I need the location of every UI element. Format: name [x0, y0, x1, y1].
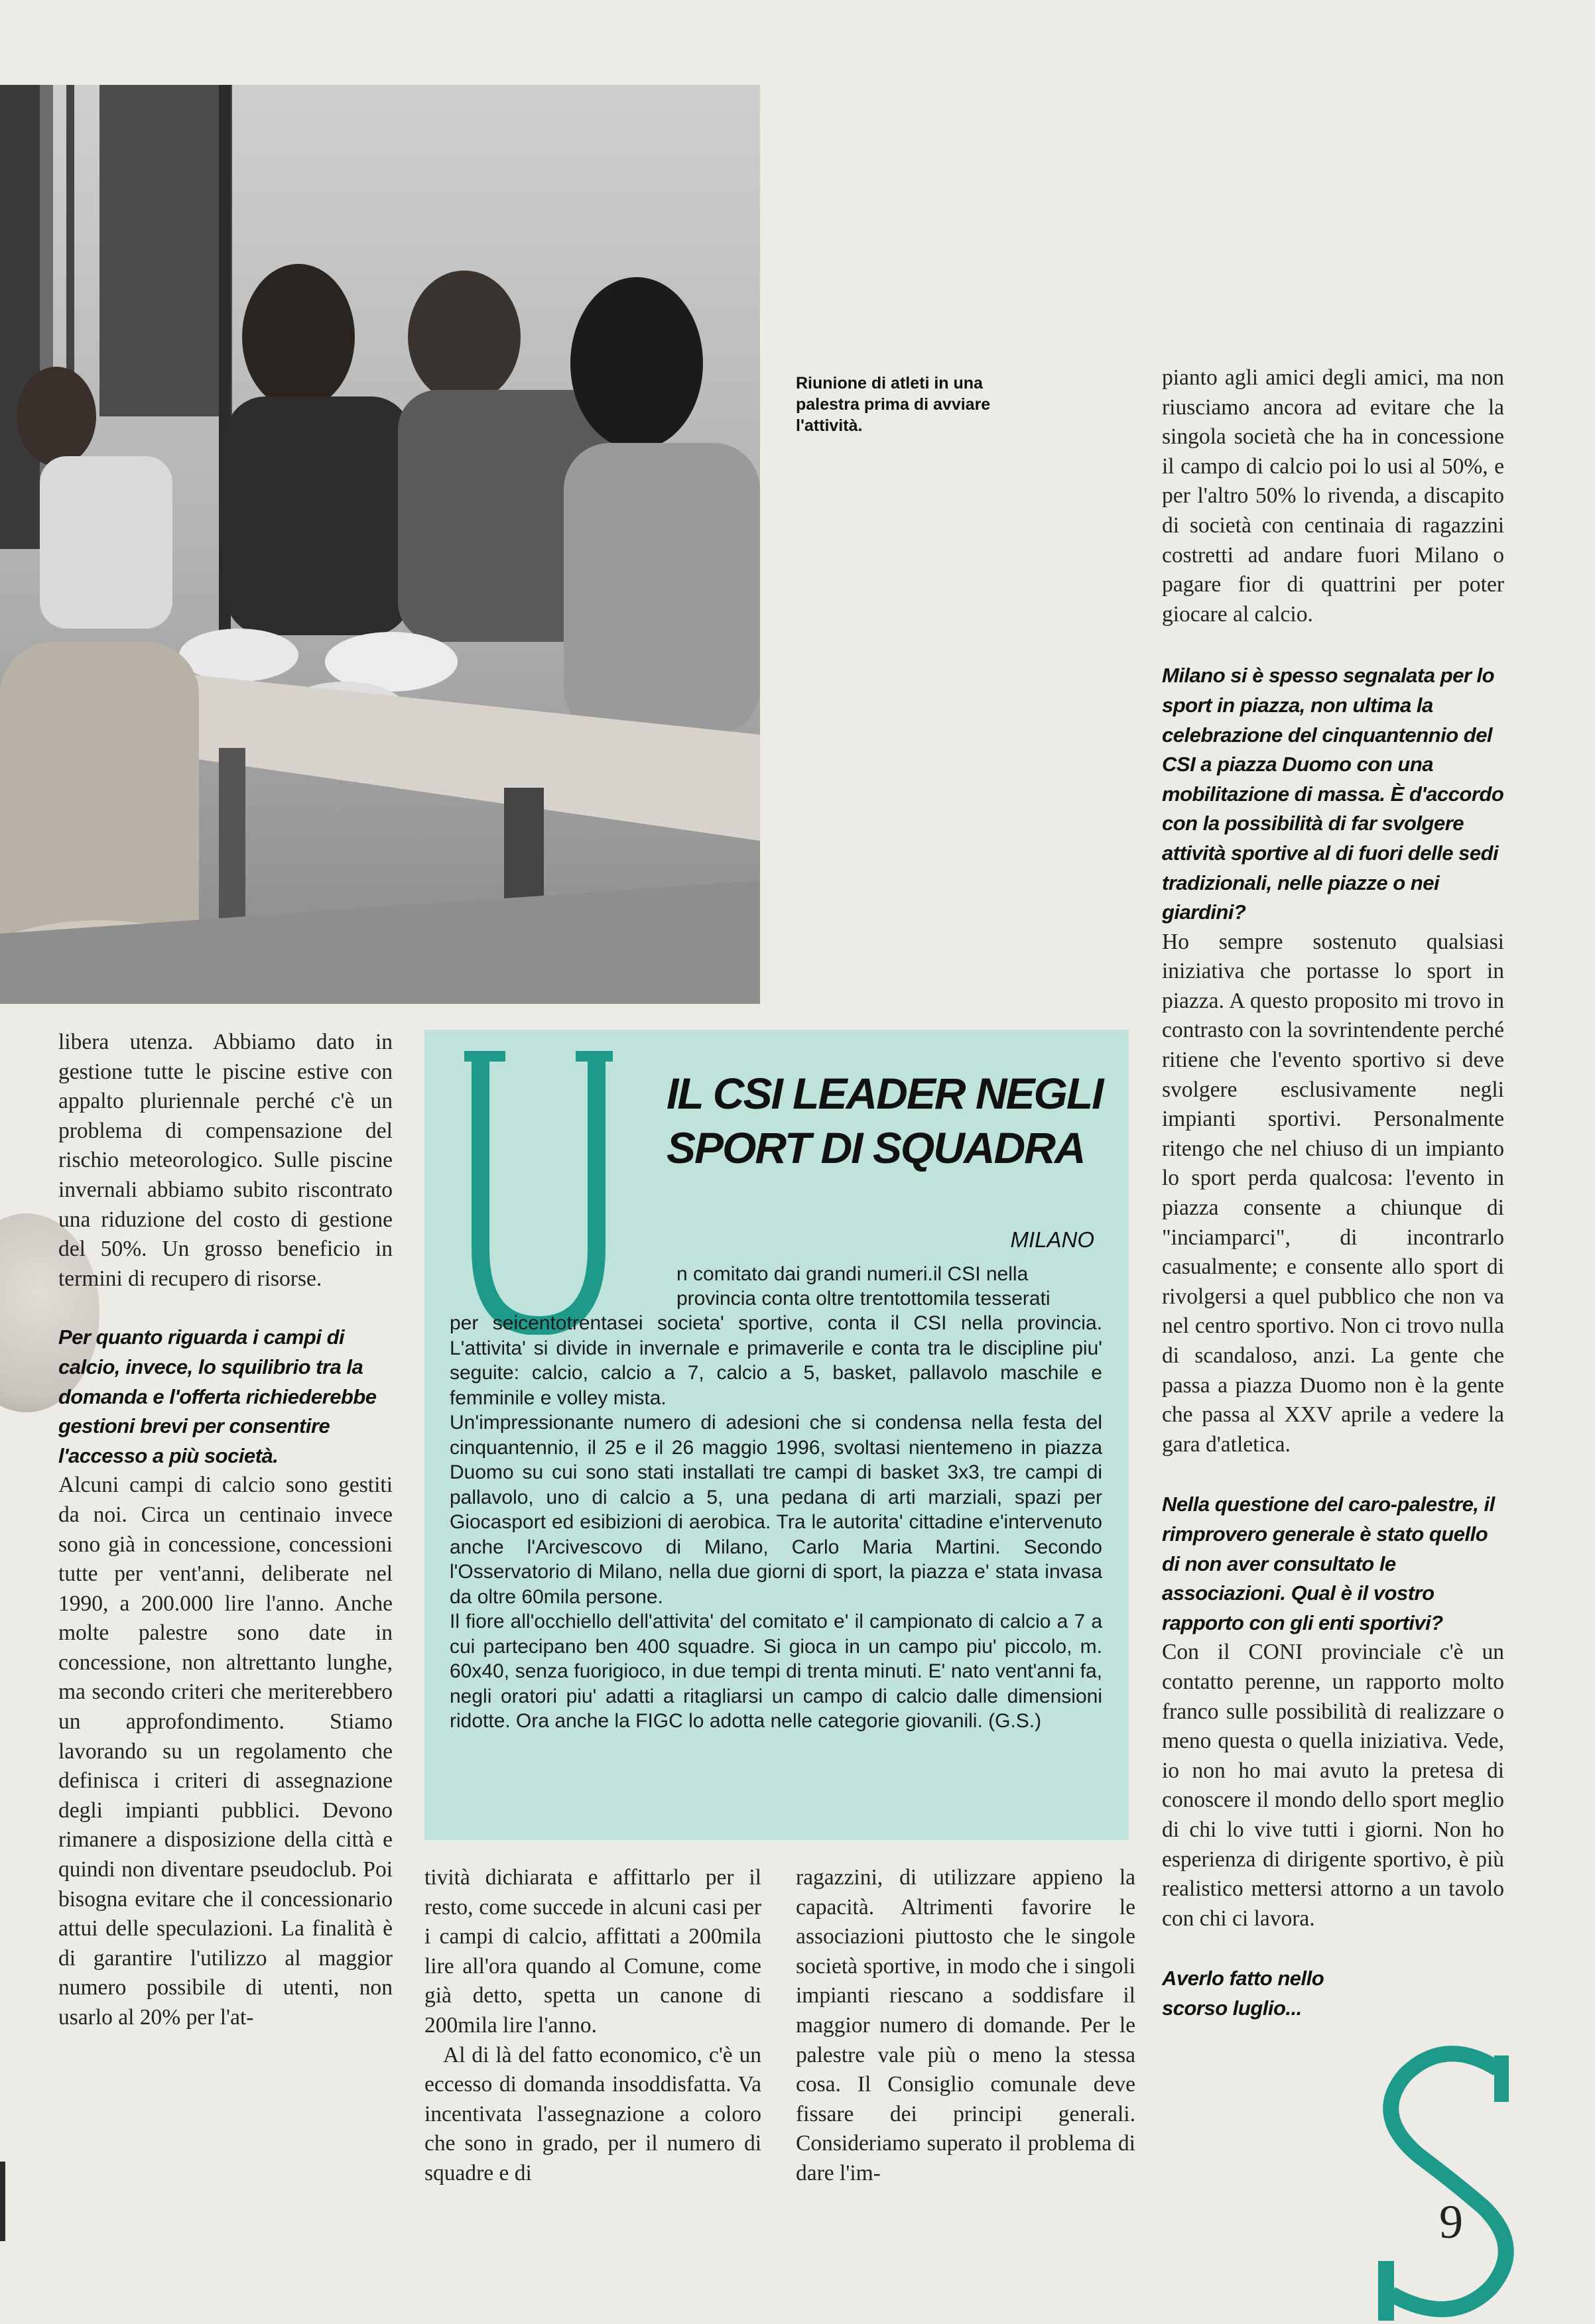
box-paragraph-2: Un'impressionante numero di adesioni che si condensa nella festa del cinquantennio, il 25 e il 26 maggio 1996, svoltasi nientemeno in piazza Duomo su cui sono stati installati tre campi di basket 3x3, tre campi di pallavolo, uno di calcio a 5, una pedana di arti marziali, spazi per Giocasport ed esibizioni di aerobica. Tra le autorita' cittadine e'intervenuto anche l'Arcivescovo di Milano, Carlo Maria Martini. Secondo l'Osservatorio di Milano, nella due giorni di sport, la piazza e' stata invasa da oltre 60mila persone. [450, 1412, 1102, 1608]
left-paragraph-1: libera utenza. Abbiamo dato in gestione tutte le piscine estive con appalto pluriennale perché c'è un problema di compensazione del rischio meteorologico. Sulle piscine invernali abbiamo subito riscontrato una riduzione del costo di gestione del 50%. Un grosso beneficio in termini di recupero di risorse. [58, 1030, 393, 1291]
article-photo [0, 85, 760, 1004]
photo-caption: Riunione di atleti in una palestra prima di avviare l'attività. [796, 374, 991, 435]
box-paragraph-1: per seicentotrentasei societa' sportive, conta il CSI nella provincia. L'attivita' si divide in invernale e primaverile e conta tra le discipline piu' seguite: calcio, calcio a 7, calcio a 5, basket, pallavolo maschile e femminile e volley mista. [450, 1312, 1102, 1409]
right-column [1162, 363, 1504, 2023]
left-paragraph-2: Alcuni campi di calcio sono gestiti da noi. Circa un centinaio invece sono già in concessione, concessioni tutte per vent'anni, deliberate nel 1990, a 200.000 lire l'anno. Anche molte palestre sono date in concessione, non altrettanto lunghe, ma secondo criteri che meriterebbero un approfondimento. Stiamo lavorando su un regolamento che definisca i criteri di assegnazione degli impianti pubblici. Devono rimanere a disposizione della città e quindi non diventare pseudoclub. Poi bisogna evitare che il concessionario attui delle speculazioni. La finalità è di garantire l'utilizzo al maggior numero possibile di utenti, non usarlo al 20% per l'at- [58, 1473, 393, 2030]
box-dateline: MILANO [1010, 1227, 1094, 1252]
page-edge-mark [0, 2162, 5, 2241]
left-column [58, 1028, 393, 2033]
box-intro-text: n comitato dai grandi numeri.il CSI nella provincia conta oltre trentottomila tesserati [676, 1263, 1051, 1310]
box-title-line-2: SPORT DI SQUADRA [667, 1123, 1085, 1172]
interview-question-3: Averlo fatto nello scorso luglio... [1162, 1967, 1324, 2020]
middle-column-1 [424, 1863, 761, 2189]
box-paragraph-3: Il fiore all'occhiello dell'attivita' del comitato e' il campionato di calcio a 7 a cui partecipano ben 400 squadre. Si gioca in un campo piu' piccolo, m. 60x40, senza fuorigioco, in due tempi di trenta minuti. E' nato vent'anni fa, negli oratori piu' adatti a ritagliarsi un campo di calcio dalle dimensioni ridotte. Ora anche la FIGC lo adotta nelle categorie giovanili. (G.S.) [450, 1611, 1102, 1732]
right-paragraph-1: pianto agli amici degli amici, ma non riusciamo ancora ad evitare che la singola società che ha in concessione il campo di calcio poi lo usi al 50%, e per l'altro 50% lo rivenda, a discapito di società con centinaia di ragazzini costretti ad andare fuori Milano o pagare fior di quattrini per poter giocare al calcio. [1162, 365, 1504, 627]
right-paragraph-3: Con il CONI provinciale c'è un contatto perenne, un rapporto molto franco sulle possibilità di realizzare o meno questa o quella iniziativa. Vede, io non ho mai avuto la pretesa di conoscere il mondo dello sport meglio di chi lo vive tutti i giorni. Non ho esperienza di dirigente sportivo, è più realistico mettersi attorno a un tavolo con chi ci lavora. [1162, 1640, 1504, 1931]
interview-question-1: Milano si è spesso segnalata per lo sport in piazza, non ultima la celebrazione del cinquantennio del CSI a piazza Duomo con una mobilitazione di massa. È d'accordo con la possibilità di far svolgere attività sportive al di fuori delle sedi tradizionali, nelle piazze o nei giardini? [1162, 664, 1504, 924]
box-title-line-1: IL CSI LEADER NEGLI [667, 1069, 1103, 1118]
big-letter-s-icon [1365, 2042, 1537, 2321]
dropcap-u-icon [459, 1050, 618, 1335]
sidebar-box [424, 1030, 1129, 1840]
photo-illustration [0, 85, 760, 1004]
interview-question-left: Per quanto riguarda i campi di calcio, invece, lo squilibrio tra la domanda e l'offerta richiederebbe gestioni brevi per consentire l'accesso a più società. [58, 1325, 377, 1467]
page-number: 9 [1439, 2195, 1463, 2248]
right-paragraph-2: Ho sempre sostenuto qualsiasi iniziativa che portasse lo sport in piazza. A questo proposito mi trovo in contrasto con la sovrintendente perché ritiene che l'evento sportivo si deve svolgere esclusivamente negli impianti sportivi. Personalmente ritengo che nel chiuso di un impianto lo sport perda qualcosa: l'evento in piazza consente a chiunque di "inciamparci", di incontrarlo casualmente; e consente allo sport di rivolgersi a quel pubblico che non va nel centro sportivo. Non ci trovo nulla di scandaloso, anzi. La gente che passa a piazza Duomo non è la gente che passa al XXV aprile a vedere la gara d'atletica. [1162, 929, 1504, 1457]
interview-question-2: Nella questione del caro-palestre, il rimprovero generale è stato quello di non aver consultato le associazioni. Qual è il vostro rapporto con gli enti sportivi? [1162, 1493, 1495, 1634]
middle-paragraph-1: tività dichiarata e affittarlo per il resto, come succede in alcuni casi per i campi di calcio, affittati a 200mila lire all'ora quando al Comune, come già detto, spetta un canone di 200mila lire l'anno. [424, 1865, 761, 2038]
middle-column-2 [796, 1863, 1135, 2189]
box-body [450, 1311, 1102, 1734]
middle-paragraph-2: Al di là del fatto economico, c'è un eccesso di domanda insoddisfatta. Va incentivata l'assegnazione a coloro che sono in grado, per il numero di squadre e di [424, 2042, 761, 2185]
middle-paragraph-3: ragazzini, di utilizzare appieno la capacità. Altrimenti favorire le associazioni piuttosto che le singole società sportive, in modo che i singoli impianti riescano a soddisfare il maggior numero di domande. Per le palestre vale più o meno la stessa cosa. Il Consiglio comunale deve fissare dei principi generali. Consideriamo superato il problema di dare l'im- [796, 1865, 1135, 2185]
box-title [667, 1066, 1104, 1175]
